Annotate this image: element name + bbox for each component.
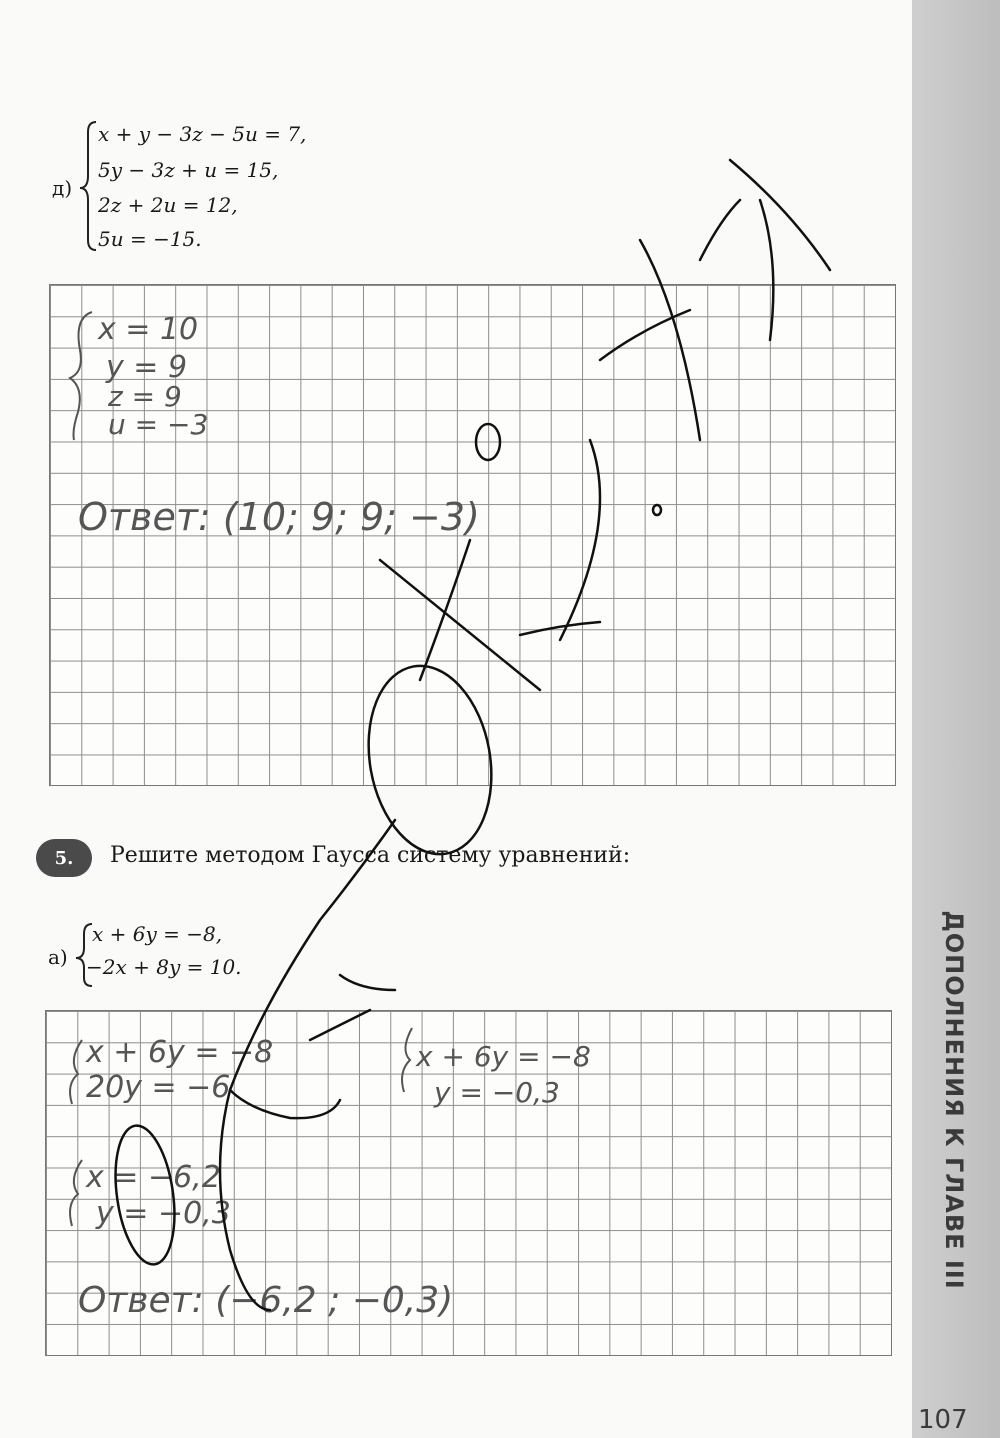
- problem-d-label: д): [52, 176, 73, 200]
- equation-d-1: x + y − 3z − 5u = 7,: [98, 122, 307, 146]
- hw-a-answer: Ответ: (−6,2 ; −0,3): [78, 1280, 454, 1321]
- hw-d-line-3: z = 9: [108, 380, 182, 413]
- hw-a-step3-2: y = −0,3: [96, 1196, 231, 1231]
- chapter-title: ДОПОЛНЕНИЯ К ГЛАВЕ III: [940, 910, 968, 1290]
- equation-d-2: 5y − 3z + u = 15,: [98, 158, 279, 182]
- equation-d-3: 2z + 2u = 12,: [98, 193, 238, 217]
- problem-a-label: а): [48, 945, 68, 969]
- hw-a-step1-1: x + 6y = −8: [86, 1035, 274, 1070]
- equation-a-2: −2x + 8y = 10.: [86, 955, 242, 979]
- task-number-badge: 5.: [36, 839, 92, 877]
- hw-d-line-4: u = −3: [108, 408, 209, 441]
- hw-d-line-2: y = 9: [106, 350, 188, 385]
- equation-a-1: x + 6y = −8,: [92, 922, 223, 946]
- page-number: 107: [918, 1405, 968, 1435]
- hw-a-step2-1: x + 6y = −8: [416, 1040, 591, 1073]
- hw-d-line-1: x = 10: [98, 312, 199, 347]
- task-title: Решите методом Гаусса систему уравнений:: [110, 843, 631, 868]
- hw-a-step1-2: 20y = −6: [86, 1070, 231, 1105]
- hw-braces-a: [0, 0, 440, 1240]
- hw-a-step3-1: x = −6,2: [86, 1160, 221, 1195]
- hw-a-step2-2: y = −0,3: [434, 1076, 560, 1109]
- equation-d-4: 5u = −15.: [98, 227, 202, 251]
- hw-d-answer: Ответ: (10; 9; 9; −3): [78, 495, 480, 539]
